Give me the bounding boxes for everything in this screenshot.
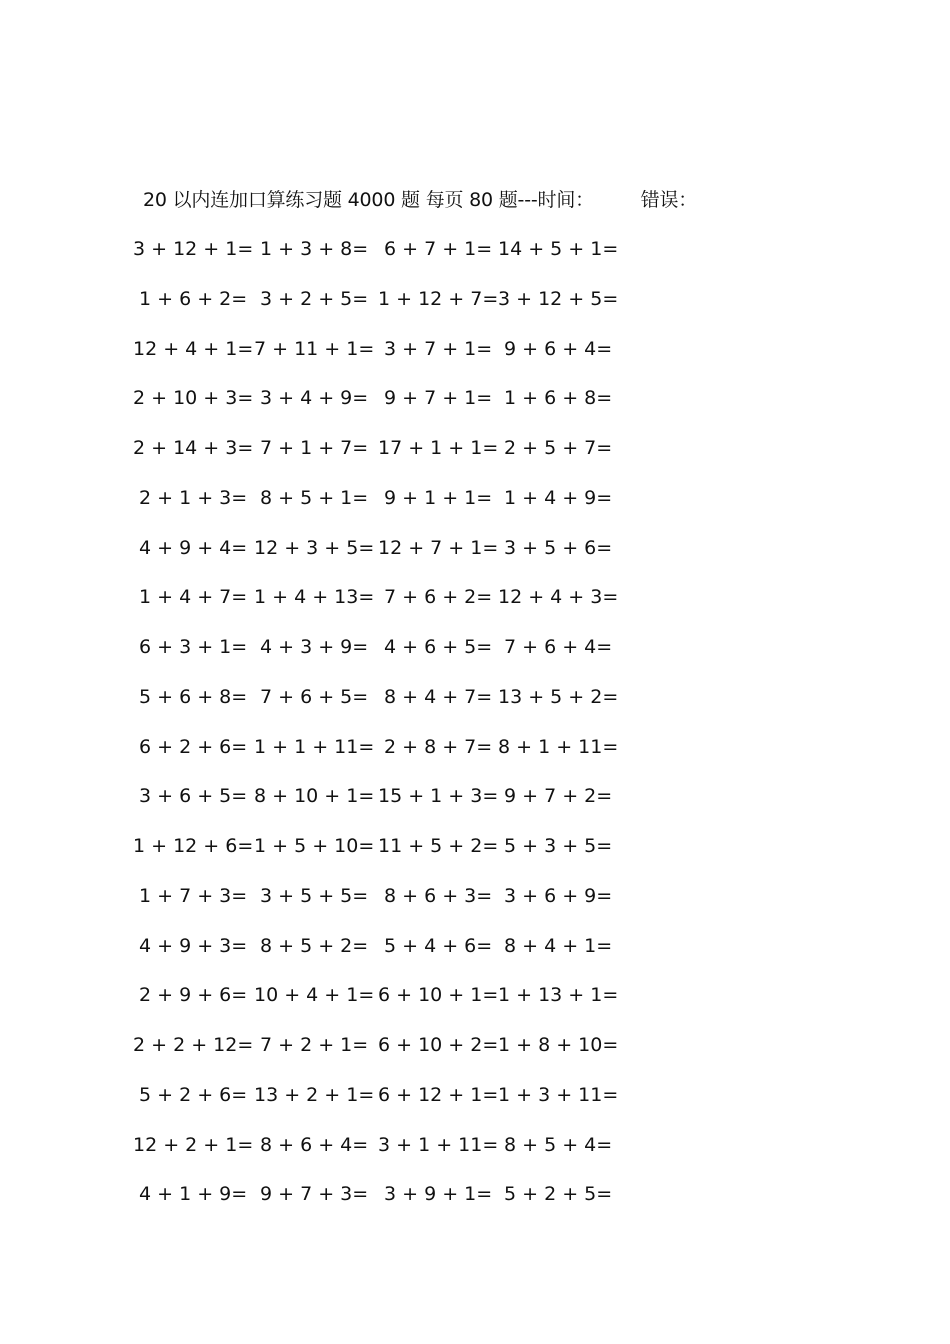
errors-label: 错误： <box>640 189 698 211</box>
problem-item: 1 + 1 + 11= <box>254 736 375 758</box>
problem-item: 4 + 1 + 9= <box>139 1183 248 1205</box>
problem-item: 1 + 3 + 11= <box>498 1084 619 1106</box>
problem-item: 8 + 10 + 1= <box>254 785 375 807</box>
problem-item: 2 + 8 + 7= <box>384 736 493 758</box>
problem-item: 8 + 4 + 7= <box>384 686 493 708</box>
problem-item: 1 + 6 + 2= <box>139 288 248 310</box>
problem-item: 10 + 4 + 1= <box>254 984 375 1006</box>
problem-item: 3 + 2 + 5= <box>260 288 369 310</box>
problem-item: 3 + 7 + 1= <box>384 338 493 360</box>
problem-item: 6 + 10 + 1= <box>378 984 499 1006</box>
problem-item: 8 + 6 + 3= <box>384 885 493 907</box>
problem-item: 12 + 4 + 3= <box>498 586 619 608</box>
problem-item: 1 + 6 + 8= <box>504 387 613 409</box>
problem-item: 7 + 1 + 7= <box>260 437 369 459</box>
problem-item: 12 + 3 + 5= <box>254 537 375 559</box>
problem-item: 6 + 7 + 1= <box>384 238 493 260</box>
problem-item: 15 + 1 + 3= <box>378 785 499 807</box>
problem-item: 1 + 4 + 9= <box>504 487 613 509</box>
problem-item: 8 + 5 + 1= <box>260 487 369 509</box>
problem-item: 3 + 9 + 1= <box>384 1183 493 1205</box>
problem-item: 3 + 6 + 5= <box>139 785 248 807</box>
problem-item: 3 + 12 + 1= <box>133 238 254 260</box>
problem-item: 1 + 8 + 10= <box>498 1034 619 1056</box>
problem-item: 6 + 12 + 1= <box>378 1084 499 1106</box>
problem-item: 7 + 2 + 1= <box>260 1034 369 1056</box>
problem-item: 7 + 6 + 4= <box>504 636 613 658</box>
problem-item: 3 + 5 + 5= <box>260 885 369 907</box>
problem-item: 2 + 14 + 3= <box>133 437 254 459</box>
title-text: 20 以内连加口算练习题 4000 题 每页 80 题---时间： <box>143 189 594 211</box>
problem-item: 8 + 1 + 11= <box>498 736 619 758</box>
problem-item: 5 + 6 + 8= <box>139 686 248 708</box>
problem-item: 13 + 5 + 2= <box>498 686 619 708</box>
problem-item: 7 + 6 + 5= <box>260 686 369 708</box>
problem-item: 9 + 7 + 3= <box>260 1183 369 1205</box>
problem-item: 2 + 10 + 3= <box>133 387 254 409</box>
problem-item: 8 + 5 + 4= <box>504 1134 613 1156</box>
problem-item: 6 + 10 + 2= <box>378 1034 499 1056</box>
problem-item: 1 + 4 + 7= <box>139 586 248 608</box>
problem-item: 7 + 6 + 2= <box>384 586 493 608</box>
problem-item: 3 + 6 + 9= <box>504 885 613 907</box>
problem-item: 3 + 12 + 5= <box>498 288 619 310</box>
problem-item: 4 + 6 + 5= <box>384 636 493 658</box>
problem-item: 12 + 7 + 1= <box>378 537 499 559</box>
problem-item: 14 + 5 + 1= <box>498 238 619 260</box>
problem-item: 3 + 5 + 6= <box>504 537 613 559</box>
problem-item: 12 + 4 + 1= <box>133 338 254 360</box>
problem-item: 9 + 6 + 4= <box>504 338 613 360</box>
problem-item: 9 + 7 + 1= <box>384 387 493 409</box>
problem-item: 5 + 3 + 5= <box>504 835 613 857</box>
problem-item: 9 + 1 + 1= <box>384 487 493 509</box>
problem-item: 1 + 12 + 7= <box>378 288 499 310</box>
problem-item: 1 + 5 + 10= <box>254 835 375 857</box>
problem-item: 1 + 7 + 3= <box>139 885 248 907</box>
problem-item: 4 + 9 + 4= <box>139 537 248 559</box>
problem-item: 2 + 1 + 3= <box>139 487 248 509</box>
problem-item: 3 + 4 + 9= <box>260 387 369 409</box>
problem-item: 4 + 9 + 3= <box>139 935 248 957</box>
problem-item: 5 + 4 + 6= <box>384 935 493 957</box>
problem-item: 4 + 3 + 9= <box>260 636 369 658</box>
problem-item: 2 + 2 + 12= <box>133 1034 254 1056</box>
problem-item: 11 + 5 + 2= <box>378 835 499 857</box>
problem-item: 7 + 11 + 1= <box>254 338 375 360</box>
problem-item: 8 + 6 + 4= <box>260 1134 369 1156</box>
problem-item: 6 + 2 + 6= <box>139 736 248 758</box>
problem-item: 5 + 2 + 6= <box>139 1084 248 1106</box>
problem-item: 17 + 1 + 1= <box>378 437 499 459</box>
problem-item: 12 + 2 + 1= <box>133 1134 254 1156</box>
problem-item: 9 + 7 + 2= <box>504 785 613 807</box>
problem-item: 1 + 13 + 1= <box>498 984 619 1006</box>
problem-item: 1 + 4 + 13= <box>254 586 375 608</box>
problem-item: 3 + 1 + 11= <box>378 1134 499 1156</box>
problem-item: 2 + 9 + 6= <box>139 984 248 1006</box>
problem-item: 8 + 5 + 2= <box>260 935 369 957</box>
problem-item: 1 + 3 + 8= <box>260 238 369 260</box>
problem-item: 2 + 5 + 7= <box>504 437 613 459</box>
problem-item: 8 + 4 + 1= <box>504 935 613 957</box>
problem-item: 6 + 3 + 1= <box>139 636 248 658</box>
problem-item: 13 + 2 + 1= <box>254 1084 375 1106</box>
problem-item: 5 + 2 + 5= <box>504 1183 613 1205</box>
problem-item: 1 + 12 + 6= <box>133 835 254 857</box>
